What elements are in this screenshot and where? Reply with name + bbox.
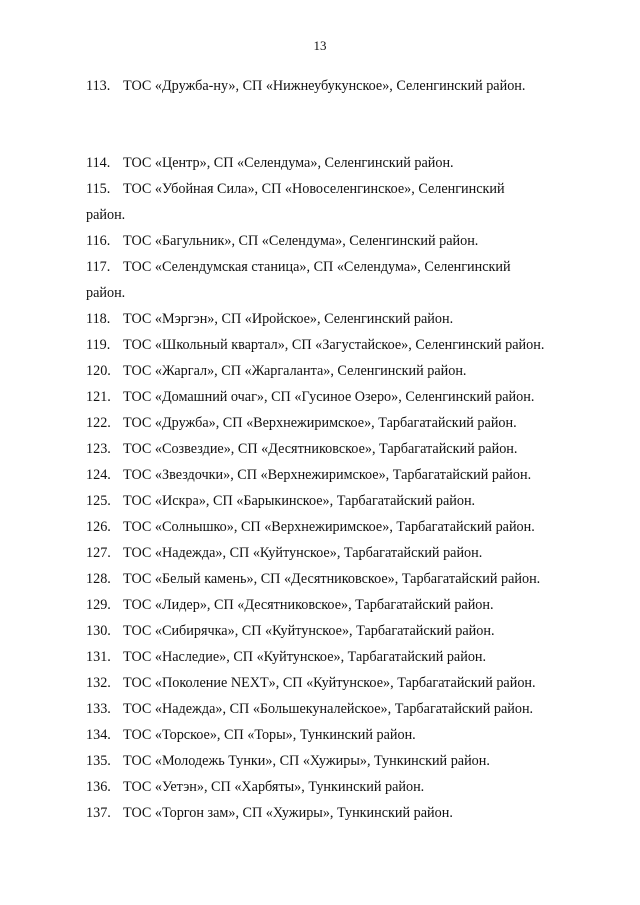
list-item [86,701,533,718]
item-number: 133. [86,701,111,717]
list-item [86,389,534,406]
list-item [86,415,517,432]
item-text: ТОС «Торское», СП «Торы», Тункинский район. [123,727,416,743]
item-text: ТОС «Солнышко», СП «Верхнежиримское», Тарбагатайский район. [123,519,535,535]
item-number: 116. [86,233,111,249]
list-item [86,597,494,614]
item-text: ТОС «Уетэн», СП «Харбяты», Тункинский район. [123,779,425,795]
item-text: ТОС «Белый камень», СП «Десятниковское», Тарбагатайский район. [123,571,541,587]
item-number: 135. [86,753,111,769]
item-number: 134. [86,727,111,743]
item-number: 127. [86,545,111,561]
item-number: 130. [86,623,111,639]
list-item [86,571,540,588]
item-text: ТОС «Мэргэн», СП «Иройское», Селенгинский район. [123,311,454,327]
item-text: ТОС «Лидер», СП «Десятниковское», Тарбагатайский район. [123,597,494,613]
item-number: 113. [86,78,111,94]
item-number: 123. [86,441,111,457]
list-item [86,337,544,354]
item-text-continuation: район. [86,285,126,301]
item-text: ТОС «Надежда», СП «Большекуналейское», Тарбагатайский район. [123,701,534,717]
item-number: 124. [86,467,111,483]
item-number: 125. [86,493,111,509]
list-item [86,675,536,692]
item-number: 117. [86,259,111,275]
item-text: ТОС «Звездочки», СП «Верхнежиримское», Тарбагатайский район. [123,467,532,483]
item-text: ТОС «Молодежь Тунки», СП «Хужиры», Тункинский район. [123,753,490,769]
item-text: ТОС «Наследие», СП «Куйтунское», Тарбагатайский район. [123,649,487,665]
item-text: ТОС «Багульник», СП «Селендума», Селенгинский район. [123,233,479,249]
item-number: 119. [86,337,111,353]
item-number: 136. [86,779,111,795]
item-number: 121. [86,389,111,405]
item-text: ТОС «Центр», СП «Селендума», Селенгинский район. [123,155,454,171]
list-item [86,233,478,250]
item-text: ТОС «Надежда», СП «Куйтунское», Тарбагатайский район. [123,545,483,561]
list-item [86,805,453,822]
list-item [86,779,424,796]
page-number: 13 [313,38,327,53]
item-text: ТОС «Селендумская станица», СП «Селендума», Селенгинский [123,259,511,275]
item-number: 128. [86,571,111,587]
item-number: 120. [86,363,111,379]
list-item [86,753,490,770]
item-text: ТОС «Домашний очаг», СП «Гусиное Озеро», Селенгинский район. [123,389,535,405]
list-item [86,649,486,666]
item-text: ТОС «Дружба-ну», СП «Нижнеубукунское», Селенгинский район. [123,78,526,94]
item-number: 115. [86,181,111,197]
item-text: ТОС «Сибирячка», СП «Куйтунское», Тарбагатайский район. [123,623,495,639]
list-item [86,727,416,744]
list-item [86,155,454,172]
item-text-continuation: район. [86,207,126,223]
item-text: ТОС «Искра», СП «Барыкинское», Тарбагатайский район. [123,493,476,509]
item-number: 126. [86,519,111,535]
list-item [86,181,505,198]
item-number: 132. [86,675,111,691]
item-text: ТОС «Поколение NEXT», СП «Куйтунское», Тарбагатайский район. [123,675,536,691]
item-number: 122. [86,415,111,431]
list-item [86,311,453,328]
list-item [86,78,525,95]
item-number: 137. [86,805,111,821]
list-item [86,259,511,276]
item-number: 131. [86,649,111,665]
list-item [86,493,475,510]
list-item [86,623,495,640]
list-item [86,545,482,562]
item-text: ТОС «Торгон зам», СП «Хужиры», Тункинский район. [123,805,453,821]
item-text: ТОС «Жаргал», СП «Жаргаланта», Селенгинский район. [123,363,467,379]
list-item [86,441,517,458]
list-item [86,519,535,536]
item-text: ТОС «Школьный квартал», СП «Загустайское», Селенгинский район. [123,337,545,353]
item-number: 114. [86,155,111,171]
list-item [86,363,466,380]
item-text: ТОС «Дружба», СП «Верхнежиримское», Тарбагатайский район. [123,415,517,431]
list-item [86,467,531,484]
item-number: 118. [86,311,111,327]
item-number: 129. [86,597,111,613]
item-text: ТОС «Созвездие», СП «Десятниковское», Тарбагатайский район. [123,441,518,457]
item-text: ТОС «Убойная Сила», СП «Новоселенгинское», Селенгинский [123,181,505,197]
